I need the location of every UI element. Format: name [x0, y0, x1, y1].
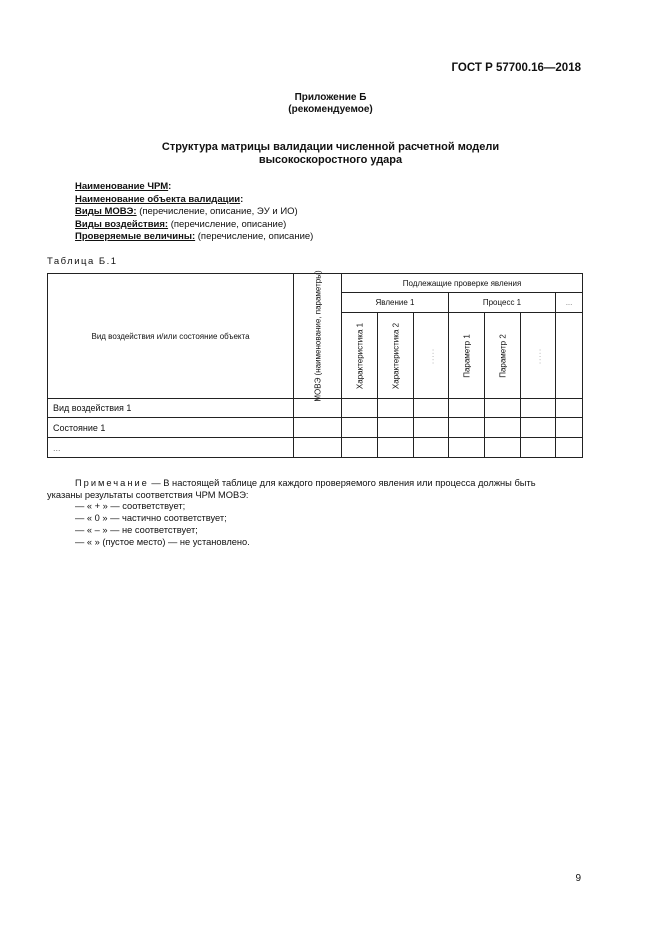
title-line-1: Структура матрицы валидации численной расчетной модели: [161, 141, 500, 153]
table-cell: [449, 418, 485, 438]
characteristic-2-text: Характеристика 2: [390, 322, 400, 389]
field-checked-values: [75, 231, 313, 244]
field-value: (перечисление, описание): [168, 218, 287, 230]
field-label: Виды воздействия:: [75, 218, 169, 230]
field-suffix: :: [168, 181, 172, 192]
table-cell: [294, 418, 342, 438]
table-note: [47, 477, 585, 501]
field-label: Проверяемые величины:: [75, 231, 196, 242]
table-cell: [342, 418, 378, 438]
header-parameter-2: [485, 313, 521, 399]
standard-code: ГОСТ Р 57700.16—2018: [451, 62, 581, 74]
row-label: ...: [48, 438, 294, 458]
parameter-1-text: Параметр 1: [461, 333, 471, 378]
header-parameter-1: [449, 313, 485, 399]
table-cell: [378, 399, 414, 418]
note-item-blank: — « » (пустое место) — не установлено.: [75, 537, 250, 547]
dots-text: .....: [426, 347, 436, 364]
note-items: [75, 500, 250, 548]
validation-matrix-table: [47, 270, 583, 458]
table-cell: [414, 418, 449, 438]
field-label: Виды МОВЭ:: [75, 206, 137, 217]
dots-text: .....: [533, 347, 543, 364]
field-label: Наименование объекта валидации: [75, 193, 241, 205]
field-label: Наименование ЧРМ: [75, 181, 169, 192]
field-validation-object: [75, 194, 313, 207]
table-cell: [485, 399, 521, 418]
header-characteristic-1: [342, 313, 378, 399]
characteristic-1-text: Характеристика 1: [354, 322, 364, 389]
note-line-1: [75, 477, 585, 489]
table-caption: Таблица Б.1: [47, 256, 118, 267]
note-item-zero: — « 0 » — частично соответствует;: [75, 513, 227, 523]
appendix-subtitle: (рекомендуемое): [288, 104, 373, 115]
table-cell: [485, 438, 521, 458]
table-cell: [414, 438, 449, 458]
header-phenomenon-1: Явление 1: [342, 293, 449, 313]
row-label: Вид воздействия 1: [48, 399, 294, 418]
table-cell: [378, 418, 414, 438]
table-cell: [556, 418, 583, 438]
table-cell: [294, 438, 342, 458]
note-item-minus: — « – » — не соответствует;: [75, 525, 198, 535]
field-list: [75, 181, 313, 244]
table-cell: [342, 399, 378, 418]
field-suffix: :: [240, 193, 244, 205]
note-head: Примечание: [75, 478, 149, 488]
field-impact-types: [75, 219, 313, 232]
header-more: ...: [556, 293, 583, 313]
note-text-1: — В настоящей таблице для каждого проверяемого явления или процесса должны быть: [148, 478, 536, 488]
document-title: [0, 141, 661, 167]
header-empty: [556, 313, 583, 399]
field-value: (перечисление, описание): [195, 231, 314, 242]
header-process-1: Процесс 1: [449, 293, 556, 313]
header-movz-text: МОВЭ (наименование, параметры): [312, 270, 322, 402]
table-cell: [342, 438, 378, 458]
note-line-2: указаны результаты соответствия ЧРМ МОВЭ:: [47, 490, 249, 500]
appendix-title: Приложение Б: [294, 92, 367, 103]
parameter-2-text: Параметр 2: [497, 333, 507, 378]
table-cell: [521, 399, 556, 418]
table-cell: [556, 438, 583, 458]
field-chrm: [75, 181, 313, 194]
header-object-state: Вид воздействия и/или состояние объекта: [48, 274, 294, 399]
page-number: 9: [575, 873, 581, 884]
row-label: Состояние 1: [48, 418, 294, 438]
header-characteristic-2: [378, 313, 414, 399]
title-line-2: высокоскоростного удара: [258, 154, 403, 166]
table-cell: [556, 399, 583, 418]
table-cell: [521, 418, 556, 438]
table-row: [48, 418, 583, 438]
field-movz-types: [75, 206, 313, 219]
header-phenomena-group: Подлежащие проверке явления: [342, 274, 583, 293]
field-value: (перечисление, описание, ЭУ и ИО): [136, 206, 298, 217]
header-characteristic-more: [414, 313, 449, 399]
table-row: [48, 438, 583, 458]
table-cell: [521, 438, 556, 458]
table-cell: [414, 399, 449, 418]
appendix-heading: [0, 92, 661, 116]
table-cell: [378, 438, 414, 458]
table-cell: [449, 399, 485, 418]
header-movz: [294, 270, 342, 402]
table-cell: [449, 438, 485, 458]
note-item-plus: — « + » — соответствует;: [75, 501, 186, 511]
table-cell: [485, 418, 521, 438]
header-parameter-more: [521, 313, 556, 399]
